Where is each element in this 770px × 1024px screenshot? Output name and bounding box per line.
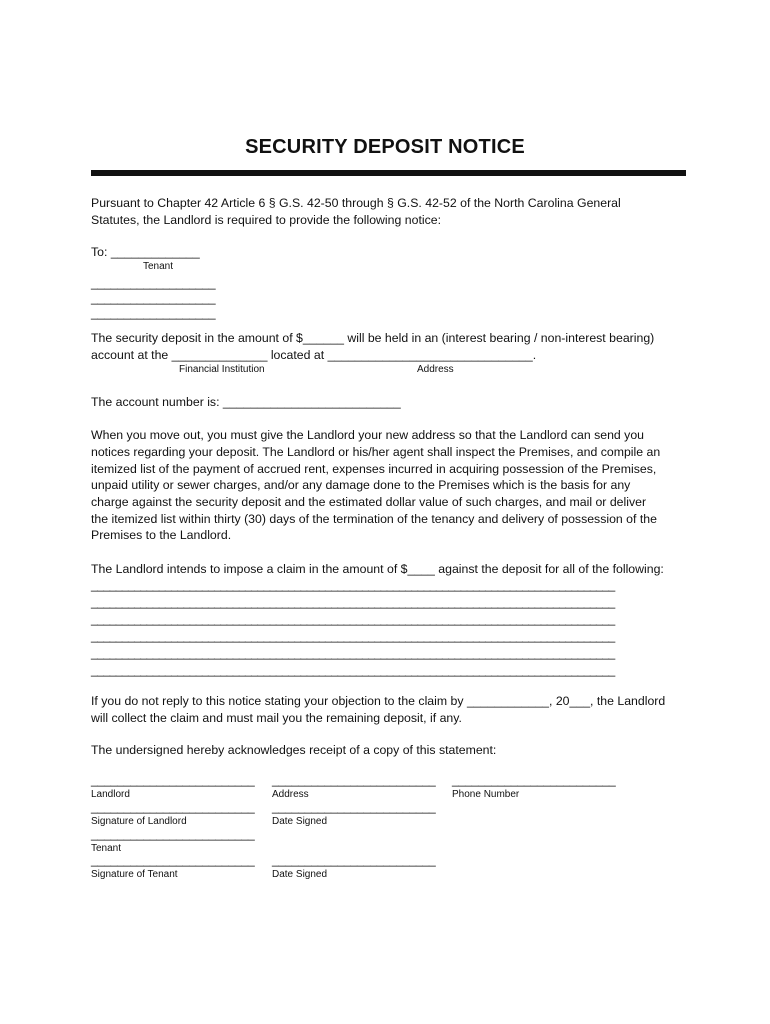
acknowledge-line: The undersigned hereby acknowledges receipt of a copy of this statement: xyxy=(91,743,497,757)
landlord-date-signed-label: Date Signed xyxy=(272,816,328,827)
claim-blank-line-4[interactable]: _____________________________________________________________________________________ xyxy=(91,629,615,643)
move-out-line-3: itemized list of the payment of accrued rent, expenses incurred in acquiring possession of the Premises, xyxy=(91,462,657,476)
tenant-address-line-2[interactable]: ___________________ xyxy=(91,291,216,305)
tenant-address-line-3[interactable]: ___________________ xyxy=(91,306,216,320)
to-field[interactable]: To: _____________ xyxy=(91,245,200,259)
landlord-label: Landlord xyxy=(91,789,130,800)
tenant-name-line[interactable]: _________________________ xyxy=(91,827,255,841)
tenant-date-signed-label: Date Signed xyxy=(272,869,328,880)
bank-address-caption: Address xyxy=(417,364,454,375)
signature-of-landlord-label: Signature of Landlord xyxy=(91,816,187,827)
claim-blank-line-3[interactable]: _____________________________________________________________________________________ xyxy=(91,612,615,626)
page-title: SECURITY DEPOSIT NOTICE xyxy=(245,136,525,158)
claim-blank-line-6[interactable]: _____________________________________________________________________________________ xyxy=(91,663,615,677)
title-divider xyxy=(91,170,686,176)
deposit-line-1: The security deposit in the amount of $______ will be held in an (interest bearing / non-interest bearing) xyxy=(91,331,655,345)
claim-blank-line-5[interactable]: _____________________________________________________________________________________ xyxy=(91,646,615,660)
intro-line-2: Statutes, the Landlord is required to provide the following notice: xyxy=(91,213,441,227)
tenant-date-line[interactable]: _________________________ xyxy=(272,853,436,867)
intro-line-1: Pursuant to Chapter 42 Article 6 § G.S. 42-50 through § G.S. 42-52 of the North Carolina General xyxy=(91,196,621,210)
landlord-signature-line[interactable]: _________________________ xyxy=(91,800,255,814)
claim-blank-line-1[interactable]: _____________________________________________________________________________________ xyxy=(91,578,615,592)
move-out-line-7: Premises to the Landlord. xyxy=(91,528,232,542)
move-out-line-6: the itemized list within thirty (30) days of the termination of the tenancy and delivery of possession of the xyxy=(91,512,657,526)
reply-line-1: If you do not reply to this notice stating your objection to the claim by ____________, 20___, the Landlord xyxy=(91,694,666,708)
address-label: Address xyxy=(272,789,309,800)
landlord-date-line[interactable]: _________________________ xyxy=(272,800,436,814)
tenant-address-line-1[interactable]: ___________________ xyxy=(91,276,216,290)
deposit-line-2: account at the ______________ located at ______________________________. xyxy=(91,348,537,362)
tenant-label: Tenant xyxy=(91,843,122,854)
move-out-line-5: charge against the security deposit and the estimated dollar value of such charges, and mail or deliver xyxy=(91,495,647,509)
financial-institution-caption: Financial Institution xyxy=(179,364,265,375)
claim-blank-line-2[interactable]: _____________________________________________________________________________________ xyxy=(91,595,615,609)
tenant-signature-line[interactable]: _________________________ xyxy=(91,853,255,867)
landlord-phone-line[interactable]: _________________________ xyxy=(452,773,616,787)
reply-line-2: will collect the claim and must mail you the remaining deposit, if any. xyxy=(91,711,462,725)
move-out-line-2: notices regarding your deposit. The Landlord or his/her agent shall inspect the Premises, and compile an xyxy=(91,445,661,459)
move-out-line-4: unpaid utility or sewer charges, and/or any damage done to the Premises which is the basis for any xyxy=(91,478,631,492)
landlord-address-line[interactable]: _________________________ xyxy=(272,773,436,787)
tenant-caption: Tenant xyxy=(143,261,174,272)
move-out-line-1: When you move out, you must give the Landlord your new address so that the Landlord can send you xyxy=(91,428,645,442)
phone-number-label: Phone Number xyxy=(452,789,520,800)
signature-of-tenant-label: Signature of Tenant xyxy=(91,869,178,880)
landlord-name-line[interactable]: _________________________ xyxy=(91,773,255,787)
account-number-field[interactable]: The account number is: __________________________ xyxy=(91,395,401,409)
claim-line: The Landlord intends to impose a claim in the amount of $____ against the deposit for all of the following: xyxy=(91,562,664,576)
